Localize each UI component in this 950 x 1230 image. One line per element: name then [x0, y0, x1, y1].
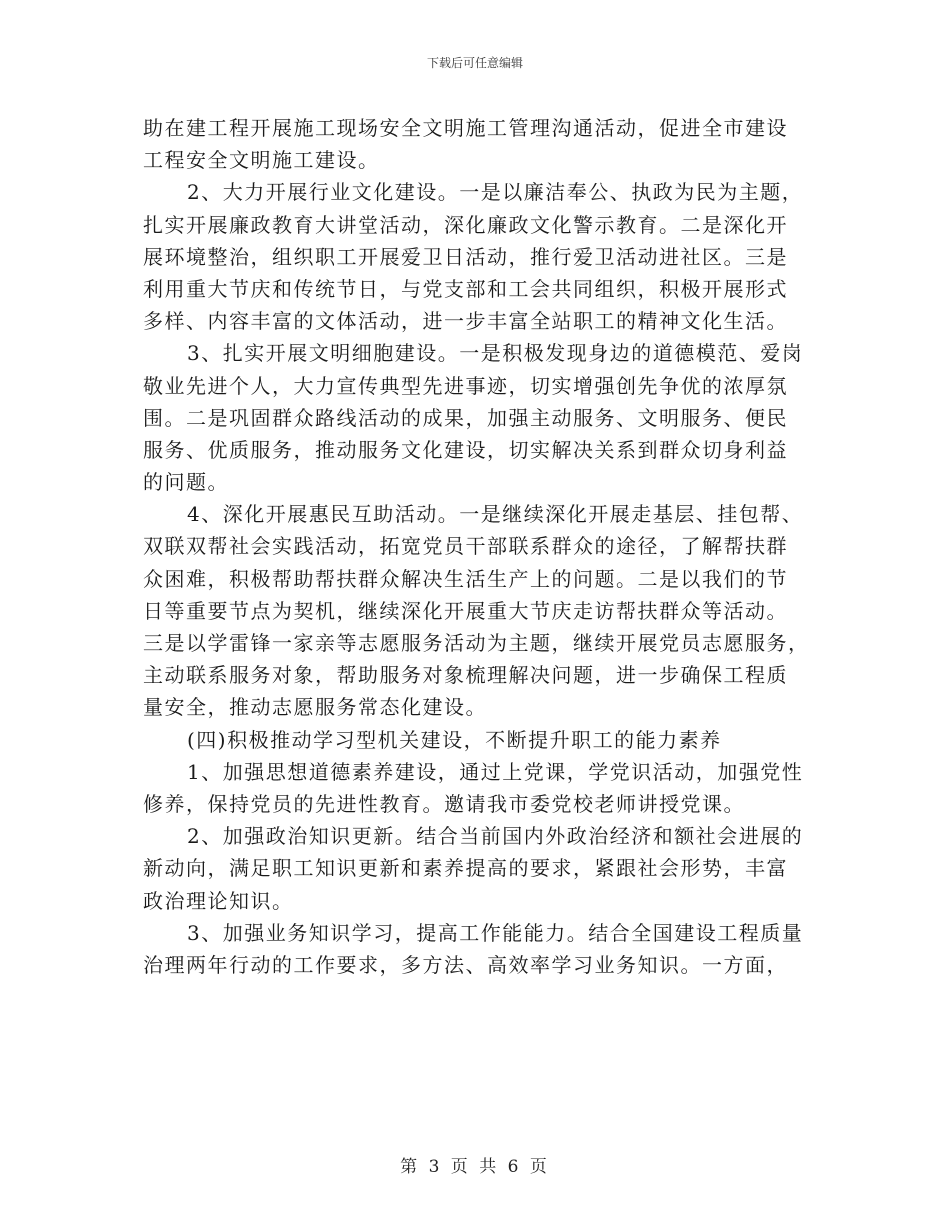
text-line: 敬业先进个人，大力宣传典型先进事迹，切实增强创先争优的浓厚氛	[143, 373, 788, 398]
text-line: 扎实开展廉政教育大讲堂活动，深化廉政文化警示教育。二是深化开	[143, 212, 788, 237]
text-line: 展环境整治，组织职工开展爱卫日活动，推行爱卫活动进社区。三是	[143, 244, 788, 269]
text-line: 利用重大节庆和传统节日，与党支部和工会共同组织，积极开展形式	[143, 276, 788, 301]
text-line: 政治理论知识。	[143, 888, 294, 913]
text-line: 3、扎实开展文明细胞建设。一是积极发现身边的道德模范、爱岗	[187, 341, 804, 366]
text-line: 2、加强政治知识更新。结合当前国内外政治经济和额社会进展的	[187, 824, 804, 849]
text-line: 众困难，积极帮助帮扶群众解决生活生产上的问题。二是以我们的节	[143, 566, 788, 591]
header-note: 下载后可任意编辑	[426, 56, 523, 70]
document-body	[143, 112, 811, 981]
paragraph-civilization-cell	[143, 337, 811, 498]
paragraph-moral-building	[143, 756, 811, 820]
page-number-footer: 第 3 页 共 6 页	[400, 1157, 550, 1177]
text-line: 主动联系服务对象，帮助服务对象梳理解决问题，进一步确保工程质	[143, 663, 788, 688]
text-line: 新动向，满足职工知识更新和素养提高的要求，紧跟社会形势，丰富	[143, 856, 788, 881]
text-line: 日等重要节点为契机，继续深化开展重大节庆走访帮扶群众等活动。	[143, 598, 788, 623]
text-line: 治理两年行动的工作要求，多方法、高效率学习业务知识。一方面，	[143, 952, 788, 977]
paragraph-political-knowledge	[143, 820, 811, 917]
text-line: 工程安全文明施工建设。	[143, 148, 380, 173]
text-line: 助在建工程开展施工现场安全文明施工管理沟通活动，促进全市建设	[143, 116, 788, 140]
section-heading	[143, 724, 811, 756]
paragraph-mutual-aid	[143, 498, 811, 723]
text-line: 多样、内容丰富的文体活动，进一步丰富全站职工的精神文化生活。	[143, 309, 788, 334]
text-line: 3、加强业务知识学习，提高工作能能力。结合全国建设工程质量	[187, 920, 804, 945]
text-line: 双联双帮社会实践活动，拓宽党员干部联系群众的途径，了解帮扶群	[143, 534, 788, 559]
paragraph-continuation	[143, 112, 811, 176]
text-line: 修养，保持党员的先进性教育。邀请我市委党校老师讲授党课。	[143, 791, 745, 816]
paragraph-industry-culture	[143, 176, 811, 337]
text-line: 2、大力开展行业文化建设。一是以廉洁奉公、执政为民为主题，	[187, 180, 804, 205]
text-line: 1、加强思想道德素养建设，通过上党课，学党识活动，加强党性	[187, 759, 804, 784]
text-line: 服务、优质服务，推动服务文化建设，切实解决关系到群众切身利益	[143, 437, 788, 462]
text-line: 4、深化开展惠民互助活动。一是继续深化开展走基层、挂包帮、	[187, 502, 804, 527]
text-line: 量安全，推动志愿服务常态化建设。	[143, 695, 487, 720]
text-line: 三是以学雷锋一家亲等志愿服务活动为主题，继续开展党员志愿服务，	[143, 631, 810, 655]
text-line: 的问题。	[143, 470, 229, 495]
section-heading-text: (四)积极推动学习型机关建设，不断提升职工的能力素养	[187, 727, 722, 752]
paragraph-business-knowledge	[143, 917, 811, 981]
text-line: 围。二是巩固群众路线活动的成果，加强主动服务、文明服务、便民	[143, 405, 788, 430]
